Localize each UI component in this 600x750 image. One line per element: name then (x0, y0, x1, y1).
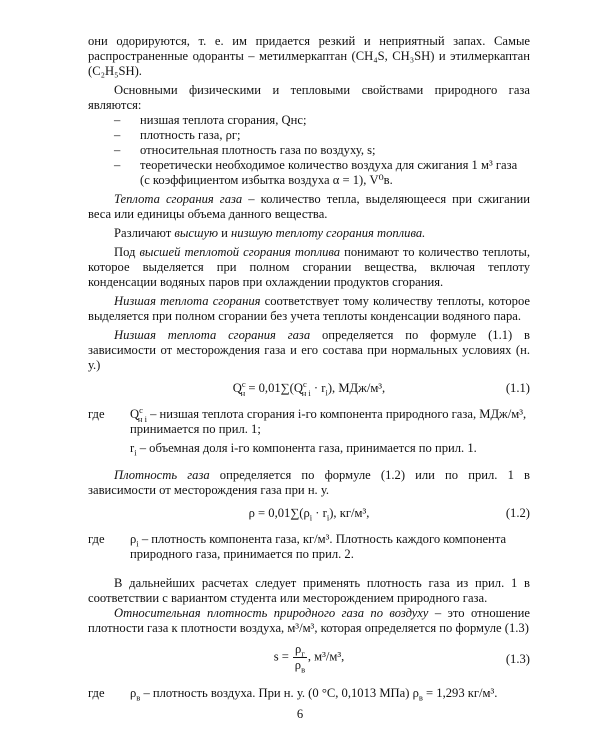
formula-1-1 (88, 377, 530, 403)
where-block-1: где $Q^с_{н i}$ – низшая теплота сгорания i-го компонента природного газа, МДж/м³, принимается по прил. 1; (88, 404, 527, 436)
list-item: – относительная плотность газа по воздуху, s; (114, 143, 376, 157)
where-block-3: где $\rho_в$ – плотность воздуха. При н. у. (0 °C, 0,1013 МПа) $\rho_в = 1,293$ кг/м³. (88, 686, 498, 703)
where-block-2: где $\rho_i$ – плотность компонента газа, кг/м³. Плотность каждого компонента природного газа, принимается по прил. 2. (88, 532, 507, 561)
formula-expression: s = $\frac{\rho_г}{\rho_в}$ , м³/м³, (273, 642, 345, 675)
paragraph-lower-heat: Низшая теплота сгорания соответствует тому количеству теплоты, которое выделяется при полном сгорании без учета теплоты конденсации водяного пара. (88, 294, 530, 323)
formula-expression: $Q^с_н = 0,01\sum(Q^с_{н i} \cdot r_i)$, МДж/м³, (232, 378, 386, 398)
paragraph-further: В дальнейших расчетах следует применять плотность газа из прил. 1 в соответствии с вариантом студента или месторождением природного газа. (88, 576, 530, 605)
formula-1-3 (88, 640, 530, 682)
paragraph-relative-density: Относительная плотность природного газа по воздуху – это отношение плотности газа к плотности воздуха, м³/м³, которая определяется по формуле (1.3) (88, 606, 531, 635)
formula-number: (1.3) (505, 652, 530, 666)
paragraph-higher-heat: Под высшей теплотой сгорания топлива понимают то количество теплоты, которое выделяется при полном сгорании вещества, включая теплоту конденсации водяных паров при охлаждении продуктов сгорания. (88, 245, 531, 289)
paragraph-heat-definition: Теплота сгорания газа – количество тепла, выделяющееся при сжигании веса или единицы объема данного вещества. (88, 192, 530, 221)
list-item: – плотность газа, ρг; (114, 128, 241, 142)
formula-expression: $\rho = 0,01\sum(\rho_i \cdot r_i)$, кг/м³, (248, 506, 370, 523)
paragraph-distinguish: Различают высшую и низшую теплоту сгорания топлива. (114, 226, 426, 240)
paragraph-lower-heat-gas: Низшая теплота сгорания газа определяется по формуле (1.1) в зависимости от месторождения газа и его состава при нормальных условиях (н. у.) (88, 328, 531, 372)
paragraph-density: Плотность газа определяется по формуле (1.2) или по прил. 1 в зависимости от месторождения газа при н. у. (88, 468, 530, 497)
paragraph-properties-intro: Основными физическими и тепловыми свойствами природного газа являются: (88, 83, 530, 112)
document-page (88, 34, 530, 701)
list-item: – низшая теплота сгорания, Qнс; (114, 113, 307, 127)
formula-number: (1.2) (505, 506, 530, 520)
page-number: 6 (296, 707, 304, 721)
properties-list (88, 113, 530, 188)
formula-1-2 (88, 502, 530, 528)
where-block-1b: $r_i$ – объемная доля i-го компонента газа, принимается по прил. 1. (130, 441, 477, 458)
formula-number: (1.1) (505, 381, 530, 395)
list-item: – теоретически необходимое количество воздуха для сжигания 1 м³ газа (с коэффициентом избытка воздуха α = 1), V⁰в. (114, 158, 518, 187)
fraction: $\frac{\rho_г}{\rho_в}$ (294, 642, 306, 675)
paragraph-odorants: они одорируются, т. е. им придается резкий и неприятный запах. Самые распространенные одоранты – метилмеркаптан (CH₄S, CH₃SH) и этилмеркаптан (C₂H₅SH). (88, 34, 530, 78)
